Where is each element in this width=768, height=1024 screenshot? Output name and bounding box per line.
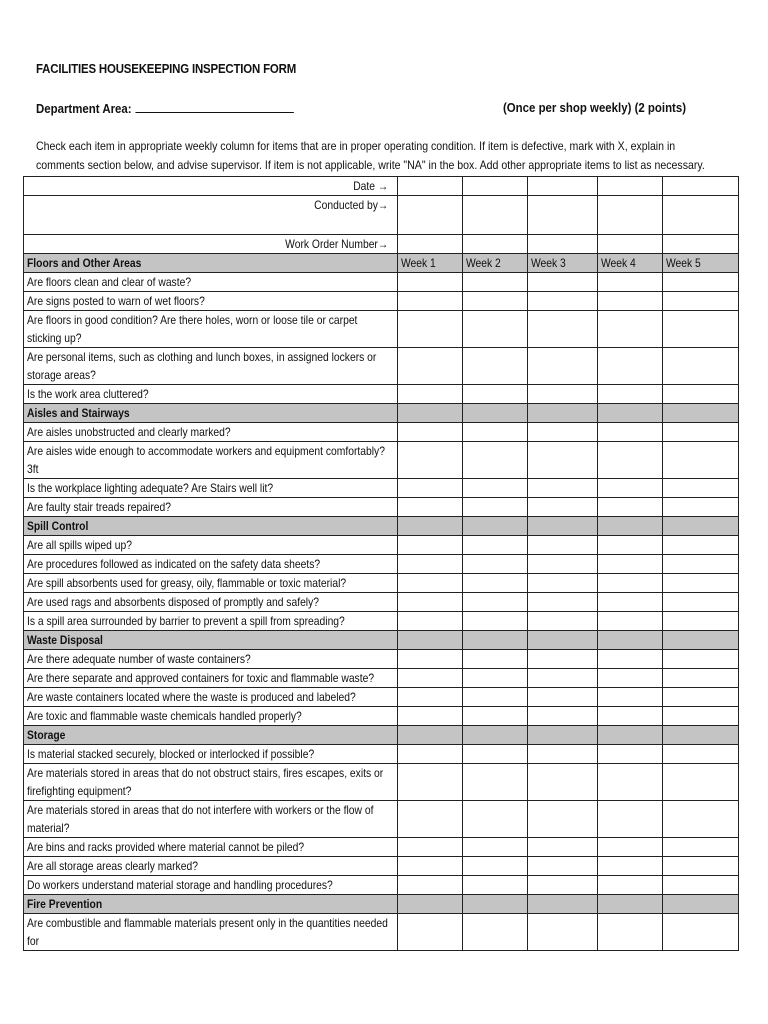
week-check-cell[interactable]: [398, 650, 463, 669]
week-check-cell[interactable]: [528, 857, 598, 876]
week-check-cell[interactable]: [528, 498, 598, 517]
week-check-cell[interactable]: [463, 273, 528, 292]
work-order-cell[interactable]: [528, 235, 598, 254]
week-check-cell[interactable]: [663, 555, 739, 574]
checklist-item-text: Are bins and racks provided where material cannot be piled?: [27, 840, 305, 854]
week-check-cell[interactable]: [463, 348, 528, 385]
week-check-cell[interactable]: [398, 876, 463, 895]
checklist-item-text: Are combustible and flammable materials present only in the quantities needed for: [27, 916, 388, 948]
week-check-cell[interactable]: [598, 876, 663, 895]
week-check-cell[interactable]: [528, 688, 598, 707]
checklist-item-row: [24, 593, 739, 612]
week-check-cell[interactable]: [398, 612, 463, 631]
week-check-cell[interactable]: [598, 707, 663, 726]
checklist-item-text: Are signs posted to warn of wet floors?: [27, 294, 205, 308]
week-check-cell[interactable]: [598, 857, 663, 876]
week-check-cell[interactable]: [528, 745, 598, 764]
checklist-item-text: Are aisles unobstructed and clearly marked?: [27, 425, 231, 439]
work-order-row: [24, 235, 739, 254]
week-check-cell[interactable]: [598, 612, 663, 631]
department-area-label: Department Area:: [36, 101, 132, 116]
week-check-cell[interactable]: [663, 745, 739, 764]
inspection-table: [23, 176, 739, 951]
week-check-cell[interactable]: [398, 273, 463, 292]
week-check-cell[interactable]: [528, 348, 598, 385]
week-check-cell[interactable]: [398, 311, 463, 348]
week-check-cell[interactable]: [598, 650, 663, 669]
week-check-cell[interactable]: [598, 688, 663, 707]
week-check-cell[interactable]: [463, 650, 528, 669]
week-check-cell[interactable]: [598, 593, 663, 612]
week-check-cell[interactable]: [463, 574, 528, 593]
week-column-header: Week 1: [401, 256, 436, 270]
week-check-cell[interactable]: [398, 536, 463, 555]
week-check-cell[interactable]: [398, 669, 463, 688]
week-check-cell[interactable]: [398, 688, 463, 707]
week-check-cell[interactable]: [663, 385, 739, 404]
form-title: FACILITIES HOUSEKEEPING INSPECTION FORM: [36, 61, 297, 76]
date-cell[interactable]: [598, 177, 663, 196]
checklist-item-row: [24, 555, 739, 574]
week-check-cell[interactable]: [528, 914, 598, 951]
week-check-cell[interactable]: [398, 348, 463, 385]
date-row: [24, 177, 739, 196]
work-order-label: Work Order Number→: [285, 237, 389, 251]
checklist-item-row: [24, 801, 739, 838]
week-check-cell[interactable]: [663, 593, 739, 612]
week-check-cell[interactable]: [398, 838, 463, 857]
week-check-cell[interactable]: [598, 745, 663, 764]
week-check-cell[interactable]: [598, 442, 663, 479]
week-check-cell[interactable]: [663, 707, 739, 726]
checklist-item-text: Is a spill area surrounded by barrier to prevent a spill from spreading?: [27, 614, 345, 628]
week-column-header: Week 3: [531, 256, 566, 270]
checklist-item-row: [24, 498, 739, 517]
checklist-item-row: [24, 838, 739, 857]
checklist-item-row: [24, 650, 739, 669]
section-header-row: [24, 726, 739, 745]
week-check-cell[interactable]: [528, 536, 598, 555]
week-check-cell[interactable]: [528, 612, 598, 631]
section-title: Floors and Other Areas: [27, 256, 142, 270]
section-title: Fire Prevention: [27, 897, 103, 911]
week-check-cell[interactable]: [528, 838, 598, 857]
checklist-item-text: Is the workplace lighting adequate? Are Stairs well lit?: [27, 481, 274, 495]
section-header-row: [24, 631, 739, 650]
checklist-item-text: Are floors in good condition? Are there holes, worn or loose tile or carpet sticking up?: [27, 313, 358, 345]
week-check-cell[interactable]: [663, 442, 739, 479]
checklist-item-row: [24, 876, 739, 895]
week-column-header: Week 4: [601, 256, 636, 270]
checklist-item-text: Are faulty stair treads repaired?: [27, 500, 171, 514]
week-check-cell[interactable]: [398, 914, 463, 951]
week-check-cell[interactable]: [398, 745, 463, 764]
checklist-item-row: [24, 764, 739, 801]
week-check-cell[interactable]: [528, 707, 598, 726]
checklist-item-row: [24, 857, 739, 876]
section-title: Storage: [27, 728, 66, 742]
week-check-cell[interactable]: [528, 669, 598, 688]
week-check-cell[interactable]: [663, 764, 739, 801]
checklist-item-text: Do workers understand material storage and handling procedures?: [27, 878, 333, 892]
checklist-item-text: Are aisles wide enough to accommodate workers and equipment comfortably? 3ft: [27, 444, 385, 476]
inspection-frequency: (Once per shop weekly) (2 points): [502, 100, 686, 115]
checklist-item-text: Are spill absorbents used for greasy, oily, flammable or toxic material?: [27, 576, 347, 590]
week-check-cell[interactable]: [598, 385, 663, 404]
week-check-cell[interactable]: [663, 612, 739, 631]
checklist-item-row: [24, 292, 739, 311]
section-header-row: [24, 404, 739, 423]
week-check-cell[interactable]: [598, 669, 663, 688]
department-area-field: [36, 100, 293, 116]
week-check-cell[interactable]: [463, 423, 528, 442]
week-check-cell[interactable]: [463, 612, 528, 631]
checklist-item-row: [24, 688, 739, 707]
week-check-cell[interactable]: [528, 479, 598, 498]
week-check-cell[interactable]: [463, 764, 528, 801]
week-check-cell[interactable]: [398, 801, 463, 838]
checklist-item-text: Are materials stored in areas that do not interfere with workers or the flow of material?: [27, 803, 374, 835]
section-header-row: [24, 254, 739, 273]
checklist-item-row: [24, 442, 739, 479]
section-header-row: [24, 517, 739, 536]
week-check-cell[interactable]: [663, 311, 739, 348]
week-check-cell[interactable]: [528, 876, 598, 895]
week-check-cell[interactable]: [663, 574, 739, 593]
week-check-cell[interactable]: [598, 273, 663, 292]
week-check-cell[interactable]: [528, 555, 598, 574]
week-check-cell[interactable]: [398, 764, 463, 801]
week-check-cell[interactable]: [528, 442, 598, 479]
week-check-cell[interactable]: [463, 745, 528, 764]
section-title: Aisles and Stairways: [27, 406, 130, 420]
week-check-cell[interactable]: [598, 479, 663, 498]
checklist-item-row: [24, 348, 739, 385]
week-check-cell[interactable]: [663, 292, 739, 311]
work-order-cell[interactable]: [663, 235, 739, 254]
week-check-cell[interactable]: [398, 423, 463, 442]
week-check-cell[interactable]: [528, 801, 598, 838]
checklist-item-row: [24, 273, 739, 292]
checklist-item-text: Are there separate and approved containers for toxic and flammable waste?: [27, 671, 375, 685]
week-check-cell[interactable]: [663, 838, 739, 857]
work-order-cell[interactable]: [598, 235, 663, 254]
week-check-cell[interactable]: [463, 876, 528, 895]
week-check-cell[interactable]: [663, 914, 739, 951]
week-check-cell[interactable]: [663, 423, 739, 442]
week-check-cell[interactable]: [528, 273, 598, 292]
week-check-cell[interactable]: [528, 764, 598, 801]
week-check-cell[interactable]: [528, 650, 598, 669]
week-check-cell[interactable]: [463, 669, 528, 688]
checklist-item-row: [24, 669, 739, 688]
week-check-cell[interactable]: [463, 442, 528, 479]
department-area-blank[interactable]: [135, 100, 293, 113]
week-check-cell[interactable]: [598, 292, 663, 311]
section-title: Spill Control: [27, 519, 89, 533]
week-check-cell[interactable]: [598, 838, 663, 857]
date-cell[interactable]: [398, 177, 463, 196]
checklist-item-row: [24, 612, 739, 631]
instructions-text: Check each item in appropriate weekly column for items that are in proper operating condition. If item is defective, mark with X, explain in comments section below, and advise supervisor. If item is not applicable, write "NA" in the box. Add other appropriate items to list as necessary.: [36, 139, 705, 172]
checklist-item-row: [24, 479, 739, 498]
week-check-cell[interactable]: [598, 536, 663, 555]
week-check-cell[interactable]: [598, 801, 663, 838]
date-cell[interactable]: [528, 177, 598, 196]
week-check-cell[interactable]: [663, 876, 739, 895]
checklist-item-text: Are all spills wiped up?: [27, 538, 132, 552]
checklist-item-text: Are there adequate number of waste containers?: [27, 652, 251, 666]
week-check-cell[interactable]: [463, 536, 528, 555]
week-check-cell[interactable]: [398, 574, 463, 593]
week-check-cell[interactable]: [663, 650, 739, 669]
week-check-cell[interactable]: [663, 857, 739, 876]
week-check-cell[interactable]: [663, 536, 739, 555]
checklist-item-text: Are procedures followed as indicated on the safety data sheets?: [27, 557, 321, 571]
week-check-cell[interactable]: [528, 311, 598, 348]
checklist-item-row: [24, 385, 739, 404]
checklist-item-text: Are waste containers located where the waste is produced and labeled?: [27, 690, 356, 704]
checklist-item-row: [24, 311, 739, 348]
work-order-cell[interactable]: [463, 235, 528, 254]
week-check-cell[interactable]: [463, 838, 528, 857]
conducted-by-cell[interactable]: [463, 196, 528, 235]
checklist-item-text: Is the work area cluttered?: [27, 387, 149, 401]
conducted-by-cell[interactable]: [398, 196, 463, 235]
week-check-cell[interactable]: [398, 555, 463, 574]
checklist-item-row: [24, 423, 739, 442]
week-column-header: Week 5: [666, 256, 701, 270]
week-check-cell[interactable]: [398, 292, 463, 311]
week-check-cell[interactable]: [398, 479, 463, 498]
conducted-by-label: Conducted by→: [314, 198, 389, 212]
week-check-cell[interactable]: [598, 423, 663, 442]
date-cell[interactable]: [663, 177, 739, 196]
checklist-item-text: Are materials stored in areas that do not obstruct stairs, fires escapes, exits or firefighting equipment?: [27, 766, 384, 798]
week-check-cell[interactable]: [463, 385, 528, 404]
week-check-cell[interactable]: [598, 555, 663, 574]
week-column-header: Week 2: [466, 256, 501, 270]
week-check-cell[interactable]: [463, 707, 528, 726]
week-check-cell[interactable]: [463, 857, 528, 876]
week-check-cell[interactable]: [663, 498, 739, 517]
week-check-cell[interactable]: [398, 857, 463, 876]
week-check-cell[interactable]: [398, 442, 463, 479]
week-check-cell[interactable]: [398, 593, 463, 612]
week-check-cell[interactable]: [598, 764, 663, 801]
checklist-item-row: [24, 536, 739, 555]
checklist-item-text: Are all storage areas clearly marked?: [27, 859, 198, 873]
week-check-cell[interactable]: [398, 707, 463, 726]
week-check-cell[interactable]: [398, 385, 463, 404]
checklist-item-text: Is material stacked securely, blocked or interlocked if possible?: [27, 747, 315, 761]
week-check-cell[interactable]: [463, 479, 528, 498]
week-check-cell[interactable]: [663, 801, 739, 838]
week-check-cell[interactable]: [463, 593, 528, 612]
checklist-item-text: Are used rags and absorbents disposed of promptly and safely?: [27, 595, 320, 609]
week-check-cell[interactable]: [463, 801, 528, 838]
section-header-row: [24, 895, 739, 914]
checklist-item-row: [24, 574, 739, 593]
week-check-cell[interactable]: [663, 669, 739, 688]
checklist-item-text: Are personal items, such as clothing and lunch boxes, in assigned lockers or storage areas?: [27, 350, 377, 382]
checklist-item-row: [24, 914, 739, 951]
week-check-cell[interactable]: [598, 311, 663, 348]
week-check-cell[interactable]: [663, 479, 739, 498]
week-check-cell[interactable]: [463, 311, 528, 348]
conducted-by-row: [24, 196, 739, 235]
week-check-cell[interactable]: [663, 348, 739, 385]
week-check-cell[interactable]: [528, 385, 598, 404]
week-check-cell[interactable]: [598, 574, 663, 593]
checklist-item-text: Are toxic and flammable waste chemicals handled properly?: [27, 709, 302, 723]
week-check-cell[interactable]: [463, 914, 528, 951]
week-check-cell[interactable]: [528, 423, 598, 442]
week-check-cell[interactable]: [663, 688, 739, 707]
week-check-cell[interactable]: [528, 574, 598, 593]
week-check-cell[interactable]: [528, 593, 598, 612]
conducted-by-cell[interactable]: [528, 196, 598, 235]
week-check-cell[interactable]: [598, 498, 663, 517]
week-check-cell[interactable]: [463, 498, 528, 517]
week-check-cell[interactable]: [598, 348, 663, 385]
week-check-cell[interactable]: [463, 688, 528, 707]
checklist-item-text: Are floors clean and clear of waste?: [27, 275, 192, 289]
week-check-cell[interactable]: [463, 555, 528, 574]
work-order-cell[interactable]: [398, 235, 463, 254]
week-check-cell[interactable]: [463, 292, 528, 311]
conducted-by-cell[interactable]: [663, 196, 739, 235]
week-check-cell[interactable]: [528, 292, 598, 311]
conducted-by-cell[interactable]: [598, 196, 663, 235]
date-cell[interactable]: [463, 177, 528, 196]
week-check-cell[interactable]: [398, 498, 463, 517]
week-check-cell[interactable]: [598, 914, 663, 951]
checklist-item-row: [24, 745, 739, 764]
checklist-item-row: [24, 707, 739, 726]
week-check-cell[interactable]: [663, 273, 739, 292]
section-title: Waste Disposal: [27, 633, 103, 647]
date-label: Date →: [353, 179, 389, 193]
